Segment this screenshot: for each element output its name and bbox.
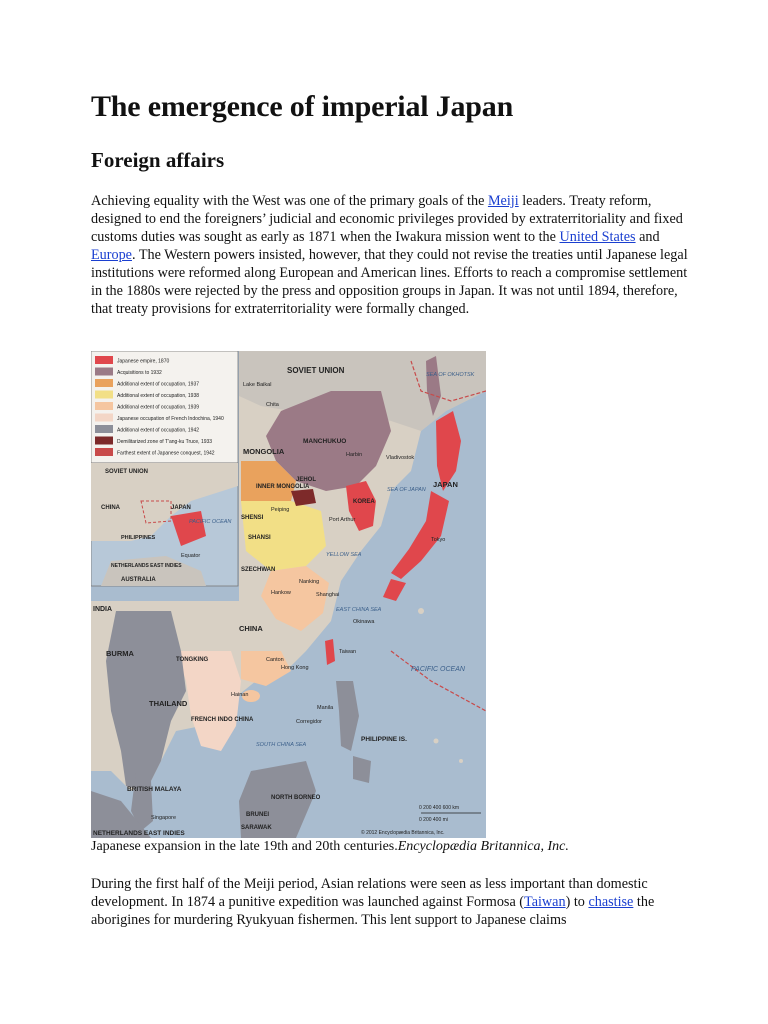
label-shansi: SHANSI (248, 535, 271, 541)
inset-label-soviet: SOVIET UNION (105, 469, 149, 475)
label-manchukuo: MANCHUKUO (303, 438, 347, 445)
inset-label-japan: JAPAN (171, 505, 191, 511)
legend-swatch (95, 425, 113, 433)
map-caption (91, 838, 569, 856)
label-philippine-is: PHILIPPINE IS. (361, 736, 407, 743)
label-hankow: Hankow (271, 590, 291, 596)
inset-label-australia: AUSTRALIA (121, 577, 156, 583)
legend-label: Demilitarized zone of T'ang-ku Truce, 1933 (117, 439, 213, 445)
label-inner-mongolia: INNER MONGOLIA (256, 484, 310, 490)
caption-source: Encyclopædia Britannica, Inc. (397, 839, 569, 854)
meiji-link[interactable]: Meiji (487, 193, 519, 209)
map-copyright: © 2012 Encyclopædia Britannica, Inc. (361, 830, 445, 836)
paragraph-text: Achieving equality with the West was one of the primary goals of the (91, 193, 488, 209)
label-corregidor: Corregidor (296, 719, 322, 725)
legend-swatch (95, 402, 113, 410)
legend-swatch (95, 356, 113, 364)
label-jehol: JEHOL (296, 477, 317, 483)
label-north-borneo: NORTH BORNEO (271, 795, 321, 801)
inset-label-china: CHINA (101, 505, 120, 511)
paragraph-foreign-affairs (91, 192, 691, 318)
label-soviet-union: SOVIET UNION (287, 366, 345, 375)
label-hong-kong: Hong Kong (281, 665, 309, 671)
legend-swatch (95, 448, 113, 456)
legend-label: Acquisitions to 1932 (117, 370, 162, 376)
label-thailand: THAILAND (149, 699, 188, 708)
label-yellow-sea: YELLOW SEA (326, 552, 362, 558)
page-title: The emergence of imperial Japan (91, 90, 514, 123)
label-vladivostok: Vladivostok (386, 455, 415, 461)
label-singapore: Singapore (151, 815, 177, 821)
paragraph-asian-relations (91, 875, 691, 929)
label-brunei: BRUNEI (246, 812, 270, 818)
section-heading: Foreign affairs (91, 148, 225, 172)
legend-swatch (95, 368, 113, 376)
legend-label: Japanese empire, 1870 (117, 358, 170, 365)
label-taiwan: Taiwan (339, 649, 357, 655)
paragraph-text: leaders. Treaty reform, designed to end the foreigners’ judicial and economic privileges provided by extraterritoriality and fixed customs duties was sought as early as 1871 when the Iwakura mission went to the (91, 193, 683, 245)
label-chita: Chita (266, 402, 279, 408)
label-tokyo: Tokyo (431, 537, 446, 543)
paragraph-text: ) to (565, 894, 589, 910)
europe-link[interactable]: Europe (91, 247, 132, 263)
label-mongolia: MONGOLIA (243, 447, 285, 456)
label-british-malaya: BRITISH MALAYA (127, 786, 182, 793)
label-netherlands-east-indies: NETHERLANDS EAST INDIES (93, 830, 185, 837)
label-harbin: Harbin (346, 452, 363, 458)
paragraph-text: and (635, 229, 660, 245)
label-south-china-sea: SOUTH CHINA SEA (256, 742, 307, 748)
label-india: INDIA (93, 606, 113, 613)
japanese-expansion-map[interactable] (91, 351, 486, 838)
legend-label: Farthest extent of Japanese conquest, 1942 (117, 450, 215, 457)
label-nanking: Nanking (299, 579, 320, 585)
paragraph-text: the aborigines for murdering Ryukyuan fishermen. This lent support to Japanese claims (91, 894, 655, 928)
inset-label-equator: Equator (181, 553, 201, 559)
label-manila: Manila (317, 705, 334, 711)
label-french-indochina: FRENCH INDO CHINA (191, 717, 254, 723)
legend-label: Additional extent of occupation, 1938 (117, 393, 200, 399)
label-japan: JAPAN (433, 480, 458, 489)
label-hainan: Hainan (231, 692, 249, 698)
chastise-link[interactable]: chastise (588, 894, 634, 910)
label-tongking: TONGKING (176, 657, 209, 663)
legend-label: Additional extent of occupation, 1939 (117, 404, 200, 411)
paragraph-text: During the first half of the Meiji period, Asian relations were seen as less important than domestic development. In 1874 a punitive expedition was launched against Formosa ( (91, 876, 648, 910)
label-lake-baikal: Lake Baikal (243, 382, 272, 388)
paragraph-text: . The Western powers insisted, however, that they could not revise the treaties until Japanese legal institutions were reformed along European and American lines. Efforts to reach a compromise settlement in the 1880s were rejected by the press and opposition groups in Japan. It was not until 1894, therefore, that treaty provisions for extraterritoriality were formally changed. (91, 247, 688, 317)
label-canton: Canton (266, 657, 284, 663)
legend-swatch (95, 437, 113, 445)
label-szechwan: SZECHWAN (241, 567, 276, 573)
label-east-china-sea: EAST CHINA SEA (336, 607, 382, 613)
label-okinawa: Okinawa (353, 619, 375, 625)
inset-label-philippines: PHILIPPINES (121, 535, 156, 541)
taiwan-link[interactable]: Taiwan (524, 894, 566, 910)
label-china: CHINA (239, 624, 263, 633)
label-korea: KOREA (353, 499, 375, 505)
label-sarawak: SARAWAK (241, 825, 272, 831)
inset-label-netherlands: NETHERLANDS EAST INDIES (111, 563, 182, 569)
label-burma: BURMA (106, 649, 134, 658)
legend-label: Japanese occupation of French Indochina, 1940 (117, 416, 224, 422)
legend-swatch (95, 391, 113, 399)
label-pacific-ocean: PACIFIC OCEAN (411, 666, 465, 673)
caption-text: Japanese expansion in the late 19th and 20th centuries. (91, 839, 398, 854)
label-shanghai: Shanghai (316, 592, 340, 598)
label-peiping: Peiping (271, 507, 290, 513)
label-sea-of-okhotsk: SEA OF OKHOTSK (426, 372, 475, 378)
legend-label: Additional extent of occupation, 1942 (117, 427, 200, 434)
inset-label-pacific: PACIFIC OCEAN (189, 519, 232, 525)
legend-swatch (95, 379, 113, 387)
united-states-link[interactable]: United States (559, 229, 636, 245)
legend-label: Additional extent of occupation, 1937 (117, 381, 200, 388)
label-shensi: SHENSI (241, 515, 264, 521)
map-scale-mi: 0 200 400 mi (419, 817, 448, 823)
legend-swatch (95, 414, 113, 422)
label-port-arthur: Port Arthur (329, 517, 356, 523)
label-sea-of-japan: SEA OF JAPAN (387, 487, 426, 493)
map-scale-km: 0 200 400 600 km (419, 805, 460, 811)
